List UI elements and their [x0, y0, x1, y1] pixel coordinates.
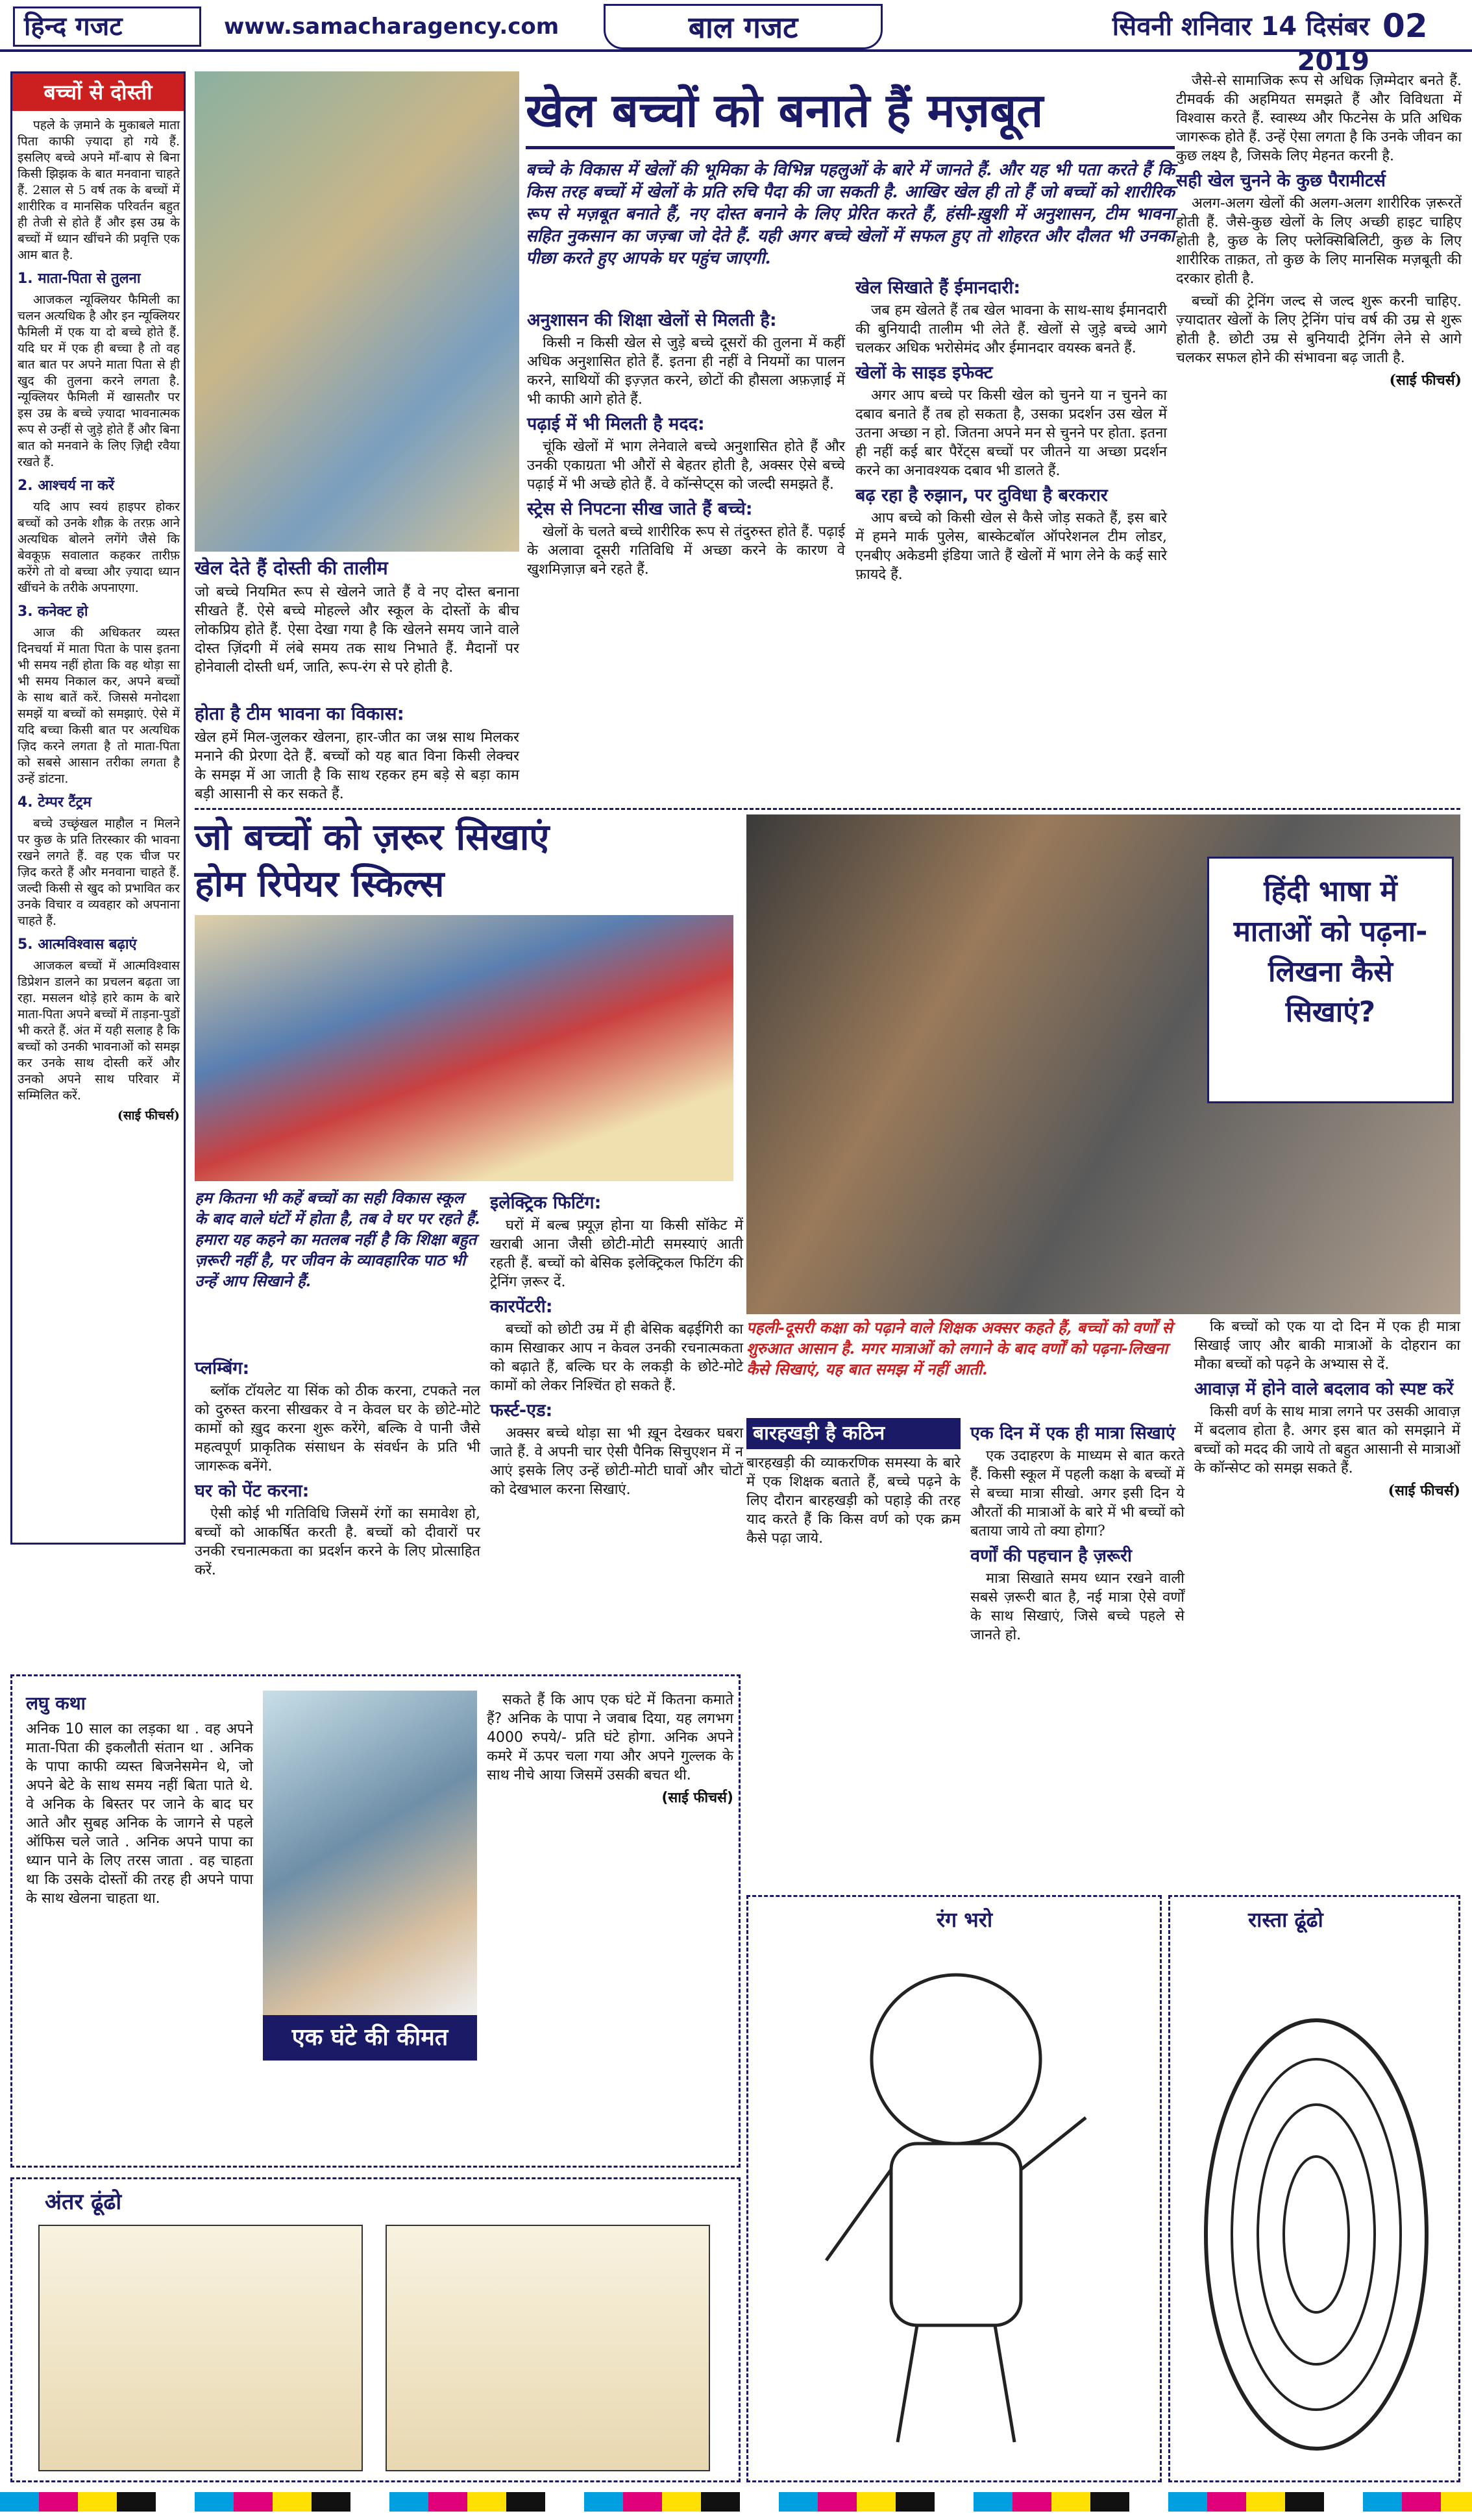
left-item-text: आजकल बच्चों में आत्मविश्वास डिप्रेशन डालने का प्रचलन बढ़ता जा रहा. मसलन थोड़े हारे काम के बारे माता-पिता अपने बच्चों में ताड़ना-पुडों भी करते हैं. अंत में यही सलाह है कि बच्चों को उनकी भावनाओं को समझ कर उनके साथ दोस्ती करें और उनको अपने साथ परिवार में सम्मिलित करें.: [18, 959, 180, 1103]
left-column-article: [10, 71, 186, 1545]
website-url[interactable]: www.samacharagency.com: [224, 14, 559, 40]
main-col4: [1176, 71, 1462, 805]
father-son-photo: [263, 1691, 477, 2015]
main-col3-text: अगर आप बच्चे पर किसी खेल को चुनने या न चुनने का दबाव बनाते हैं तब हो सकता है, उसका प्रदर्शन उस खेल में उतना अच्छा न हो. जितना अपने मन से चुनने पर होता. इतना ही नहीं कई बार पैरेंट्स बच्चों पर जीतने या अच्छा प्रदर्शन करने का अनावश्यक दबाव भी डालते हैं.: [855, 387, 1168, 479]
left-item-heading: 4. टेम्पर टैंट्रम: [18, 794, 92, 811]
hindi-reading-headline: हिंदी भाषा में माताओं को पढ़ना-लिखना कैसे सिखाएं?: [1207, 857, 1454, 1103]
hindi-reading-credit: (साई फीचर्स): [1388, 1482, 1460, 1499]
left-article-title: बच्चों से दोस्ती: [12, 73, 184, 111]
left-article-intro: पहले के ज़माने के मुकाबले माता पिता काफी ज़्यादा हो गये हैं. इसलिए बच्चे अपने माँ-बाप से बिना किसी झिझक के बात मनवाना चाहते हैं. 2साल से 5 वर्ष तक के बच्चों में शारीरिक व मानसिक परिवर्तन बहुत ही तेजी से होते हैं और इस उम्र के बच्चों में ध्यान खींचने की प्रवृत्ति एक आम बात है.: [18, 118, 180, 262]
home-repair-heading: प्लम्बिंग:: [195, 1358, 250, 1378]
main-col3-heading: खेलों के साइड इफेक्ट: [855, 363, 993, 383]
main-caption-text: जो बच्चे नियमित रूप से खेलने जाते हैं वे नए दोस्त बनाना सीखते हैं. ऐसे बच्चे मोहल्ले और स्कूल के दोस्तों के बीच लोकप्रिय होते हैं. ऐसा देखा गया है कि खेलने समय जाने वाले दोस्त ज़िंदगी में लंबे समय तक साथ निभाते हैं. मैदानों पर होनेवाली दोस्ती धर्म, जाति, रूप-रंग से परे होती है.: [195, 584, 519, 676]
section-divider: [195, 808, 1460, 811]
home-repair-headline: [195, 814, 727, 912]
team-text: खेल हमें मिल-जुलकर खेलना, हार-जीत का जश्न साथ मिलकर मनाने की प्रेरणा देते हैं. बच्चों को यह बात विना किसी लेक्चर के समझ में आ जाती है कि साथ रहकर हम बड़े से बड़ा काम बड़ी आसानी से कर सकते हैं.: [195, 729, 519, 802]
main-col2: [527, 305, 845, 805]
spot-difference-image-left: [38, 2225, 363, 2471]
left-item-heading: 5. आत्मविश्वास बढ़ाएं: [18, 936, 137, 953]
coloring-puzzle: [746, 1895, 1162, 2482]
short-story-credit: (साई फीचर्स): [661, 1790, 733, 1806]
main-col2-text: चूंकि खेलों में भाग लेनेवाले बच्चे अनुशासित होते हैं और उनकी एकाग्रता भी औरों से बेहतर होती है, अक्सर ऐसे बच्चे पढ़ाई में भी अच्छे होते हैं. वे कॉन्सेप्ट्स को जल्दी समझते हैं.: [527, 439, 845, 493]
home-repair-headline-line1: जो बच्चों को ज़रूर सिखाएं: [195, 816, 550, 859]
main-col4-text: बच्चों की ट्रेनिंग जल्द से जल्द शुरू करनी चाहिए. ज़्यादातर खेलों के लिए ट्रेनिंग पांच वर्ष की उम्र से शुरू होती है. छोटी उम्र से बुनियादी ट्रेनिंग लेने से आगे चलकर सफल होने की संभावना बढ़ जाती है.: [1176, 293, 1462, 366]
main-col2-heading: स्ट्रेस से निपटना सीख जाते हैं बच्चे:: [527, 499, 753, 519]
masthead: [0, 0, 1472, 77]
left-item-heading: 2. आश्चर्य ना करें: [18, 478, 115, 494]
kids-repair-photo: [195, 915, 733, 1181]
left-item-text: बच्चे उच्छृंखल माहौल न मिलने पर कुछ के प्रति तिरस्कार की भावना रखने लगते हैं. वह एक चीज पर ज़िद करते हैं और मनवाना चाहते हैं. जल्दी किसी से खुद को प्रभावित कर उनके विचार व व्यवहार को अपनाना चाहते हैं.: [18, 816, 180, 928]
home-repair-right: [490, 1188, 743, 1665]
main-col2-text: खेलों के चलते बच्चे शारीरिक रूप से तंदुरुस्त होते हैं. पढ़ाई के अलावा दूसरी गतिविधि में अच्छा करने के कारण वे खुशमिज़ाज़ बने रहते हैं.: [527, 524, 845, 578]
home-repair-intro: हम कितना भी कहें बच्चों का सही विकास स्कूल के बाद वाले घंटों में होता है, तब वे घर पर रहते हैं. हमारा यह कहने का मतलब नहीं है कि शिक्षा बहुत ज़रूरी नहीं है, पर जीवन के व्यावहारिक पाठ भी उन्हें आप सिखाने हैं.: [195, 1188, 480, 1290]
one-day-heading: एक दिन में एक ही मात्रा सिखाएं: [970, 1423, 1175, 1443]
coloring-title: रंग भरो: [937, 1907, 993, 1932]
left-item-text: आज की अधिकतर व्यस्त दिनचर्या में माता पिता के पास इतना भी समय नहीं होता कि वह थोड़ा सा भी समय निकाल कर, अपने बच्चों के साथ बातें करें. जिससे मनोदशा समझें या बच्चों को समझाएं. ऐसे में यदि बच्चा किसी बात पर अत्यधिक ज़िद करने लगता है तो माता-पिता को सबसे आसान तरीका लगता है उन्हें डांटना.: [18, 626, 180, 786]
main-col4-heading: सही खेल चुनने के कुछ पैरामीटर्स: [1176, 171, 1386, 191]
main-col3-text: आप बच्चे को किसी खेल से कैसे जोड़ सकते हैं, इस बारे में हमने मार्क पुलेस, बास्केटबॉल ऑपरेशनल टीम लोडर, एनबीए अकेडमी इंडिया जाते हैं खेलों में भाग लेने के कई सारे फ़ायदे हैं.: [855, 510, 1167, 583]
home-repair-heading: इलेक्ट्रिक फिटिंग:: [490, 1193, 602, 1213]
home-repair-text: ऐसी कोई भी गतिविधि जिसमें रंगों का समावेश हो, बच्चों को आकर्षित करती है. बच्चों को दीवारों पर उनकी रचनात्मकता का प्रदर्शन करने के लिए प्रोत्साहित करें.: [195, 1506, 480, 1578]
short-story-right-text: [487, 1691, 733, 2155]
home-repair-headline-line2: होम रिपेयर स्किल्स: [195, 863, 445, 905]
hindi-side-text: कि बच्चों को एक या दो दिन में एक ही मात्रा सिखाई जाए और बाकी मात्राओं के दोहरान का मौका बच्चों को पढ़ने के अभ्यास से दें.: [1194, 1319, 1460, 1373]
hindi-side-heading: आवाज़ में होने वाले बदलाव को स्पष्ट करें: [1194, 1379, 1454, 1399]
home-repair-heading: घर को पेंट करना:: [195, 1481, 310, 1501]
main-story-credit: (साई फीचर्स): [1389, 372, 1462, 389]
short-story-title: एक घंटे की कीमत: [263, 2015, 477, 2061]
print-registration-bar: [0, 2492, 1472, 2512]
main-col3-text: जब हम खेलते हैं तब खेल भावना के साथ-साथ ईमानदारी की बुनियादी तालीम भी लेते हैं. खेलों से जुड़े बच्चे आगे चलकर अधिक भरोसेमंद और ईमानदार वयस्क बनते हैं.: [855, 302, 1167, 356]
varna-heading: वर्णों की पहचान है ज़रूरी: [970, 1546, 1133, 1566]
hindi-photo-caption: पहली-दूसरी कक्षा को पढ़ाने वाले शिक्षक अक्सर कहते हैं, बच्चों को वर्णों से शुरुआत आसान है. मगर मात्राओं को लगाने के बाद वर्णों को पढ़ना-लिखना कैसे सिखाएं, यह बात समझ में नहीं आती.: [746, 1318, 1173, 1378]
main-col4-text: जैसे-से सामाजिक रूप से अधिक ज़िम्मेदार बनते हैं. टीमवर्क की अहमियत समझते हैं और विविधता में विश्वास करते हैं. स्वास्थ्य और फिटनेस के प्रति अधिक जागरूक होते हैं. उन्हें ऐसा लगता है कि उनके जीवन का कुछ लक्ष्य है, जिसके लिए मेहनत करनी है.: [1176, 73, 1462, 164]
home-repair-heading: कारपेंटरी:: [490, 1297, 553, 1317]
left-article-body: [18, 117, 180, 1539]
team-heading: होता है टीम भावना का विकास:: [195, 703, 404, 724]
varna-text: मात्रा सिखाते समय ध्यान रखने वाली सबसे ज़रूरी बात है, नई मात्रा ऐसे वर्णों के साथ सिखाएं, जिसे बच्चे पहले से जानते हो.: [970, 1571, 1184, 1643]
left-item-text: आजकल न्यूक्लियर फैमिली का चलन अत्यधिक है और इन न्यूक्लियर फैमिली में एक या दो बच्चे होते हैं. यदि घर में एक ही बच्चा है तो वह बात बात पर अपने माता पिता से ही खुद की तुलना करने लगता है. न्यूक्लियर फैमिली में खासतौर पर इस उम्र के बच्चे ज़्यादा भावनात्मक रूप से उन्हीं से जुड़े होते हैं और बिना बात को मनवाने के लिए ज़िद्दी रवैया रखते हैं.: [18, 293, 180, 469]
home-repair-heading: फर्स्ट-एड:: [490, 1401, 553, 1421]
barakhadi-heading: बारहखड़ी है कठिन: [746, 1418, 961, 1449]
home-repair-text: ब्लॉक टॉयलेट या सिंक को ठीक करना, टपकते नल को दुरुस्त करना सीखकर वे न केवल घर के छोटे-मोटे कामों को ख़ुद करना शुरू करेंगे, बल्कि वे पानी जैसे महत्वपूर्ण प्राकृतिक संसाधन के संवर्धन के प्रति भी जागरूक बनेंगे.: [195, 1383, 480, 1474]
hindi-mid-column: [970, 1418, 1184, 1882]
main-col2-heading: पढ़ाई में भी मिलती है मदद:: [527, 414, 705, 434]
left-item-heading: 3. कनेक्ट हो: [18, 604, 88, 620]
hindi-side-column: [1194, 1317, 1460, 1882]
section-title: बाल गजट: [604, 4, 883, 49]
main-headline: खेल बच्चों को बनाते हैं मज़बूत: [526, 71, 1175, 149]
main-col4-text: अलग-अलग खेलों की अलग-अलग शारीरिक ज़रूरतें होती हैं. जैसे-कुछ खेलों के लिए अच्छी हाइट चाहिए होती है, कुछ के लिए फ्लेक्सिबिलिटी, कुछ के लिए शारीरिक ताक़त, तो कुछ के लिए मानसिक मज़बूती की दरकार होती है.: [1176, 195, 1462, 287]
short-story-right-paragraph: सकते हैं कि आप एक घंटे में कितना कमाते हैं? अनिक के पापा ने जवाब दिया, यह लगभग 4000 रुपये/- प्रति घंटे होगा. अनिक अपने कमरे में ऊपर चला गया और अपने गुल्लक के साथ नीचे आया जिसमें उसकी बचत थी.: [487, 1692, 733, 1783]
main-col3-heading: खेल सिखाते हैं ईमानदारी:: [855, 278, 1021, 298]
page-number: 02: [1382, 7, 1428, 45]
left-item-text: यदि आप स्वयं हाइपर होकर बच्चों को उनके शौक़ के तरफ़ आने अत्यधिक बोलने लगेंगे जैसे कि बेवकूफ़ सवालात कहकर तारीफ़ करेंगे तो वो बच्चा और ज़्यादा ध्यान खींचने के तरीके अपनाएगा.: [18, 500, 180, 595]
main-col2-text: किसी न किसी खेल से जुड़े बच्चे दूसरों की तुलना में कहीं अधिक अनुशासित होते हैं. इतना ही नहीं वे नियमों का पालन करने, साथियों की इज़्ज़त करने, छोटों की हौसला अफ़ज़ाई में भी काफी आगे होते हैं.: [527, 335, 845, 408]
maze-title: रास्ता ढूंढो: [1248, 1907, 1323, 1932]
dateline: सिवनी शनिवार 14 दिसंबर 2019: [1112, 12, 1369, 77]
kids-playing-photo: [195, 71, 519, 552]
short-story-label: लघु कथा: [26, 1693, 86, 1714]
coloring-figure: [800, 1949, 1112, 2468]
home-repair-left: [195, 1353, 480, 1665]
one-day-text: एक उदाहरण के माध्यम से बात करते हैं. किसी स्कूल में पहली कक्षा के बच्चों में से बच्चा मात्रा सीखो. अगर इसी दिन ये औरतों की मात्राओं के बारे में भी बच्चों को बताया जाये तो क्या होगा?: [970, 1448, 1184, 1539]
main-deck: बच्चे के विकास में खेलों की भूमिका के विभिन्न पहलुओं के बारे में जानते हैं. और यह भी पता करते हैं कि किस तरह बच्चों में खेलों के प्रति रुचि पैदा की जा सकती है. आखिर खेल ही तो हैं जो बच्चों को शारीरिक रूप से मज़बूत बनाते हैं, नए दोस्त बनाने के लिए प्रेरित करते हैं, हंसी-ख़ुशी में अनुशासन, टीम भावना सहित नुकसान का जज़्बा जो देते हैं. यही अगर बच्चे खेलों में सफल हुए तो शोहरत और दौलत भी उनका पीछा करते हुए आपके घर पहुंच जाएगी.: [526, 160, 1175, 268]
spot-difference-puzzle: [10, 2177, 741, 2482]
home-repair-text: घरों में बल्ब फ़्यूज़ होना या किसी सॉकेट में खराबी आना जैसी छोटी-मोटी समस्याएं आती रहती हैं. बच्चों को बेसिक इलेक्ट्रिकल फिटिंग की ट्रेनिंग ज़रूर दें.: [490, 1217, 743, 1290]
maze-puzzle: [1168, 1895, 1460, 2482]
home-repair-text: बच्चों को छोटी उम्र में ही बेसिक बढ़ईगिरी का काम सिखाकर आप न केवल उनकी रचनात्मकता को बढ़ाते हैं, बल्कि घर के लकड़ी के छोटे-मोटे कामों को लेकर निश्चिंत हो सकते हैं.: [490, 1321, 743, 1394]
maze-figure: [1196, 1949, 1436, 2468]
home-repair-text: अक्सर बच्चे थोड़ा सा भी ख़ून देखकर घबरा जाते हैं. वे अपनी चार ऐसी पैनिक सिचुएशन में न आएं इसके लिए उन्हें छोटी-मोटी घावों और चोटों को देखभाल करना सिखाएं.: [490, 1425, 743, 1498]
spot-difference-image-right: [386, 2225, 710, 2471]
spot-difference-title: अंतर ढूंढो: [45, 2189, 122, 2215]
main-col2-heading: अनुशासन की शिक्षा खेलों से मिलती है:: [527, 310, 777, 330]
barakhadi-text: बारहखड़ी की व्याकरणिक समस्या के बारे में एक शिक्षक बताते हैं, बच्चे पढ़ने के लिए दौरान बारहखड़ी को पहाड़े की तरह याद करते हैं कि किस वर्ण को एक क्रम कैसे पढ़ा जाये.: [746, 1455, 961, 1547]
left-article-credit: (साई फीचर्स): [117, 1108, 180, 1123]
newspaper-logo: हिन्द गजट: [13, 6, 201, 47]
main-photo-caption: खेल देते हैं दोस्ती की तालीम: [195, 557, 388, 579]
left-item-heading: 1. माता-पिता से तुलना: [18, 271, 141, 287]
hindi-side-text2: किसी वर्ण के साथ मात्रा लगने पर उसकी आवाज़ में बदलाव होता है. अगर इस बात को समझाने में बच्चों को मदद की जाये तो बहुत आसानी से मात्राओं के कॉन्सेप्ट को समझ सकते हैं.: [1194, 1404, 1460, 1476]
main-col3: [855, 273, 1167, 805]
short-story-text: अनिक 10 साल का लड़का था . वह अपने माता-पिता की इकलौती संतान था . अनिक के पापा काफी व्यस्त बिजनेसमेन थे, जो अपने बेटे के साथ समय नहीं बिता पाते थे. वे अनिक के बिस्तर पर जाने के बाद घर आते और सुबह अनिक के जागने से पहले ऑफिस चले जाते . अनिक अपने पापा का ध्यान पाने के लिए तरस जाता . वह चाहता था कि उसके दोस्तों की तरह ही अपने पापा के साथ खेलना चाहता था.: [26, 1721, 253, 1907]
main-col3-heading: बढ़ रहा है रुझान, पर दुविधा है बरकरार: [855, 485, 1108, 506]
